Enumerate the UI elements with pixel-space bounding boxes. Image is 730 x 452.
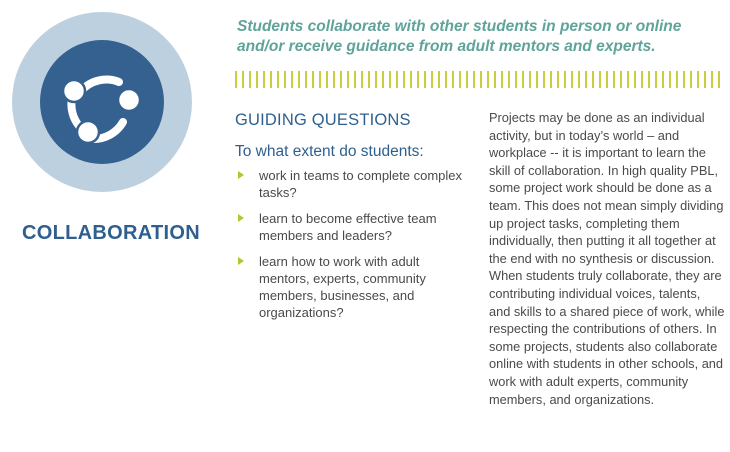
guiding-questions-heading: GUIDING QUESTIONS: [235, 111, 411, 129]
list-item: [235, 253, 465, 321]
collaboration-badge: [12, 12, 192, 192]
triangle-bullet-icon: [238, 214, 244, 222]
list-item-text: learn to become effective team members and leaders?: [259, 211, 437, 243]
guiding-questions-list: [235, 167, 465, 321]
list-item-text: learn how to work with adult mentors, experts, community members, businesses, and organizations?: [259, 254, 426, 320]
list-item-text: work in teams to complete complex tasks?: [259, 168, 463, 200]
triangle-bullet-icon: [238, 257, 244, 265]
triangle-bullet-icon: [238, 171, 244, 179]
guiding-questions-subheading: To what extent do students:: [235, 143, 424, 160]
collaboration-circle-icon: [12, 12, 192, 192]
body-paragraph: Projects may be done as an individual activity, but in today’s world – and workplace -- it is important to learn the skill of collaboration. In high quality PBL, some project work should be done as a team. This does not mean simply dividing up project tasks, completing them individually, then putting it all together at the end with no synthesis or discussion. When students truly collaborate, they are contributing individual voices, talents, and skills to a shared piece of work, while respecting the contributions of others. In some projects, students also collaborate online with students in other schools, and work with adult experts, community members, and organizations.: [489, 110, 725, 407]
list-item: [235, 210, 465, 244]
intro-statement: Students collaborate with other students in person or online and/or receive guidance from adult mentors and experts.: [237, 18, 682, 55]
badge-title: COLLABORATION: [22, 222, 200, 244]
list-item: [235, 167, 465, 201]
divider-line: [235, 71, 722, 88]
